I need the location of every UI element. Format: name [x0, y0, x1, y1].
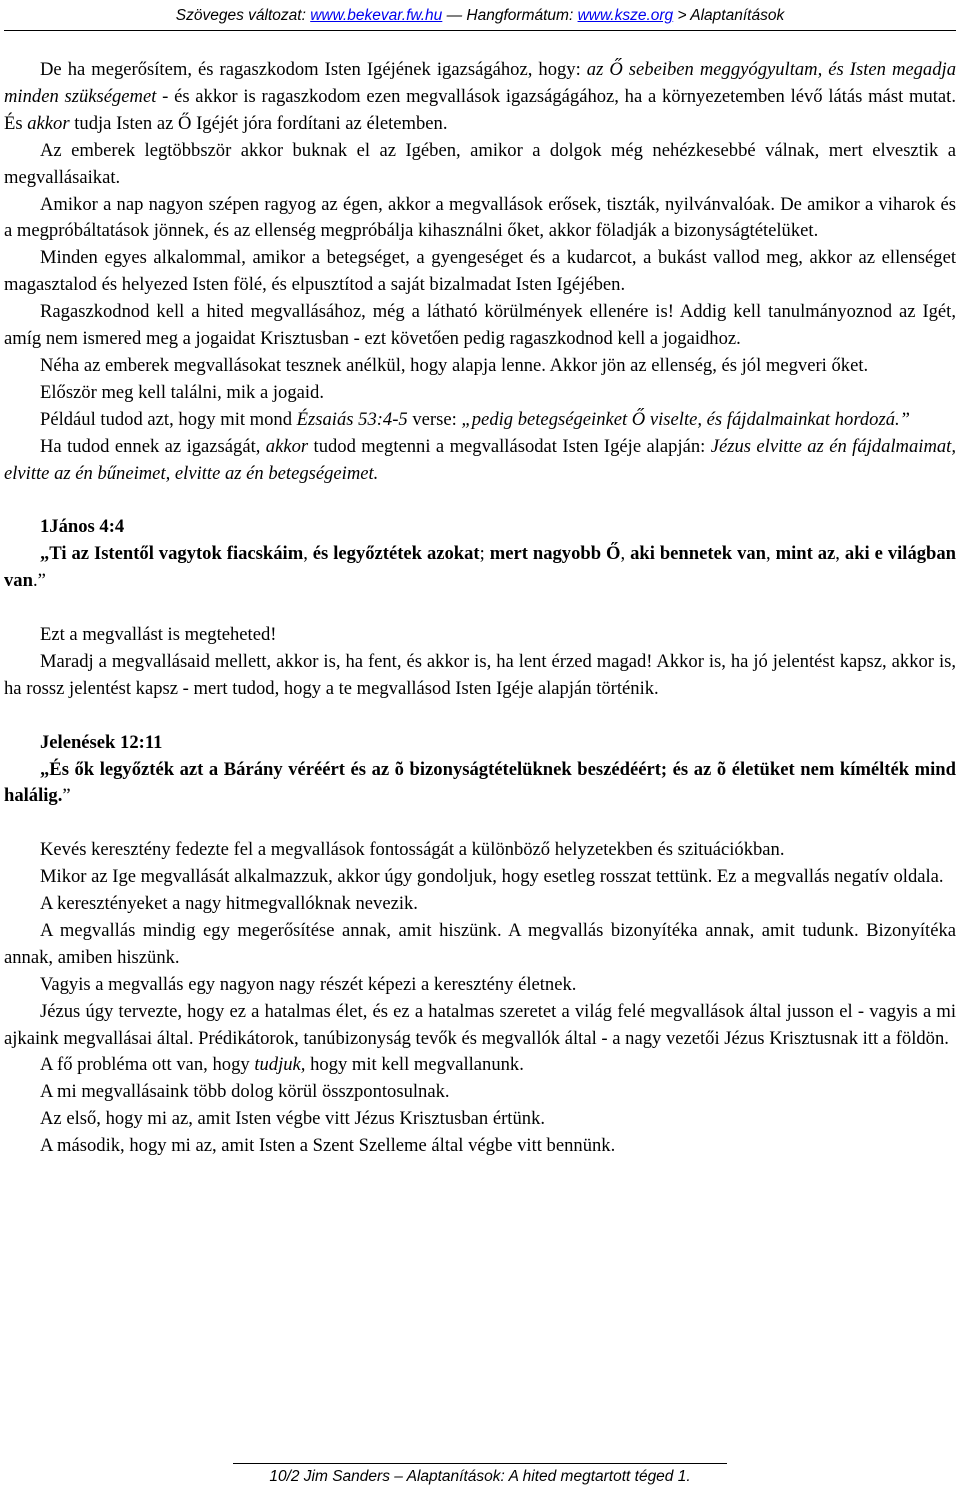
- paragraph-17: Jézus úgy tervezte, hogy ez a hatalmas élet, és ez a hatalmas szeretet a világ felé megvallások által jusson el - vagyis a mi ajkaink megvallásai által. Prédikátorok, tanúbizonyság tevők és megvallók által - a nagy vezetői Jézus Krisztusnak itt a földön.: [4, 1000, 956, 1049]
- paragraph-7: Először meg kell találni, mik a jogaid.: [40, 381, 324, 403]
- paragraph-20: Az első, hogy mi az, amit Isten végbe vitt Jézus Krisztusban értünk.: [40, 1108, 546, 1130]
- footer-divider: [233, 1463, 727, 1464]
- paragraph-9: Ha tudod ennek az igazságát, akkor tudod megtenni a megvallásodat Isten Igéje alapján: Jézus elvitte az én fájdalmaimat, elvitte az én bűneimet, elvitte az én betegségeimet.: [4, 435, 956, 484]
- paragraph-3: Amikor a nap nagyon szépen ragyog az égen, akkor a megvallások erősek, tiszták, nyilvánvalóak. De amikor a viharok és a megpróbáltatások jönnek, és az ellenség megpróbálja kihasználni őket, akkor föladják a bizonyságtételüket.: [4, 193, 956, 242]
- paragraph-2: Az emberek legtöbbször akkor buknak el az Igében, amikor a dolgok még nehézkesebbé válnak, mert elvesztik a megvallásaikat.: [4, 139, 956, 188]
- scripture-reference-1: 1János 4:4: [40, 516, 125, 538]
- scripture-reference-2: Jelenések 12:11: [40, 731, 163, 753]
- paragraph-21: A második, hogy mi az, amit Isten a Szent Szelleme által végbe vitt bennünk.: [40, 1135, 616, 1157]
- paragraph-11: Maradj a megvallásaid mellett, akkor is, ha fent, és akkor is, ha lent érzed magad! Akkor is, ha jó jelentést kapsz, akkor is, ha rossz jelentést kapsz - mert tudod, hogy a te megvallásod Isten Igéje alapján történik.: [4, 650, 956, 699]
- ksze-link[interactable]: www.ksze.org: [577, 7, 674, 24]
- header-middle: — Hangformátum:: [442, 7, 578, 24]
- page-header: [0, 4, 960, 28]
- paragraph-14: A keresztényeket a nagy hitmegvallóknak nevezik.: [40, 893, 418, 915]
- scripture-quote-2: „És ők legyőzték azt a Bárány véréért és az õ bizonyságtételüknek beszédéért; és az õ életüket nem kímélték mind halálig.”: [4, 758, 956, 807]
- paragraph-18: A fő probléma ott van, hogy tudjuk, hogy mit kell megvallanunk.: [40, 1054, 524, 1076]
- scripture-quote-1: „Ti az Istentől vagytok fiacskáim, és legyőztétek azokat; mert nagyobb Ő, aki bennetek van, mint az, aki e világban van.”: [4, 543, 957, 592]
- header-divider: [4, 30, 956, 31]
- paragraph-13: Mikor az Ige megvallását alkalmazzuk, akkor úgy gondoljuk, hogy esetleg rosszat tettünk. Ez a megvallás negatív oldala.: [40, 866, 944, 888]
- page-footer: 10/2 Jim Sanders – Alaptanítások: A hited megtartott téged 1.: [269, 1468, 691, 1485]
- paragraph-1: De ha megerősítem, és ragaszkodom Isten Igéjének igazságához, hogy: az Ő sebeiben meggyógyultam, és Isten megadja minden szükségemet - és akkor is ragaszkodom ezen megvallások igazságágához, ha a környezetemben lévő látás mást mutat. És akkor tudja Isten az Ő Igéjét jóra fordítani az életemben.: [4, 59, 956, 134]
- paragraph-15: A megvallás mindig egy megerősítése annak, amit hiszünk. A megvallás bizonyítéka annak, amit tudunk. Bizonyítéka annak, amiben hiszünk.: [4, 919, 956, 968]
- paragraph-10: Ezt a megvallást is megteheted!: [40, 624, 277, 645]
- paragraph-5: Ragaszkodnod kell a hited megvallásához, még a látható körülmények ellenére is! Addig kell tanulmányoznod az Igét, amíg nem ismered meg a jogaidat Krisztusban - ezt követően pedig ragaszkodnod kell a jogaidhoz.: [4, 301, 956, 350]
- document-body: [4, 57, 956, 1160]
- paragraph-8: Például tudod azt, hogy mit mond Ézsaiás 53:4-5 verse: „pedig betegségeinket Ő viselte, és fájdalmainkat hordozá.”: [40, 408, 911, 430]
- paragraph-16: Vagyis a megvallás egy nagyon nagy részét képezi a keresztény életnek.: [40, 973, 577, 995]
- paragraph-6: Néha az emberek megvallásokat tesznek anélkül, hogy alapja lenne. Akkor jön az ellenség, és jól megveri őket.: [40, 354, 869, 376]
- paragraph-19: A mi megvallásaink több dolog körül összpontosulnak.: [40, 1081, 450, 1103]
- bekevar-link[interactable]: www.bekevar.fw.hu: [310, 7, 443, 24]
- paragraph-4: Minden egyes alkalommal, amikor a betegséget, a gyengeséget és a kudarcot, a bukást vallod meg, akkor az ellenséget magasztalod és helyezed Isten fölé, és elpusztítod a saját bizalmadat Isten Igéjében.: [4, 247, 956, 296]
- paragraph-12: Kevés keresztény fedezte fel a megvallások fontosságát a különböző helyzetekben és szituációkban.: [40, 839, 785, 861]
- header-prefix: Szöveges változat:: [175, 7, 311, 24]
- header-suffix: > Alaptanítások: [673, 7, 785, 24]
